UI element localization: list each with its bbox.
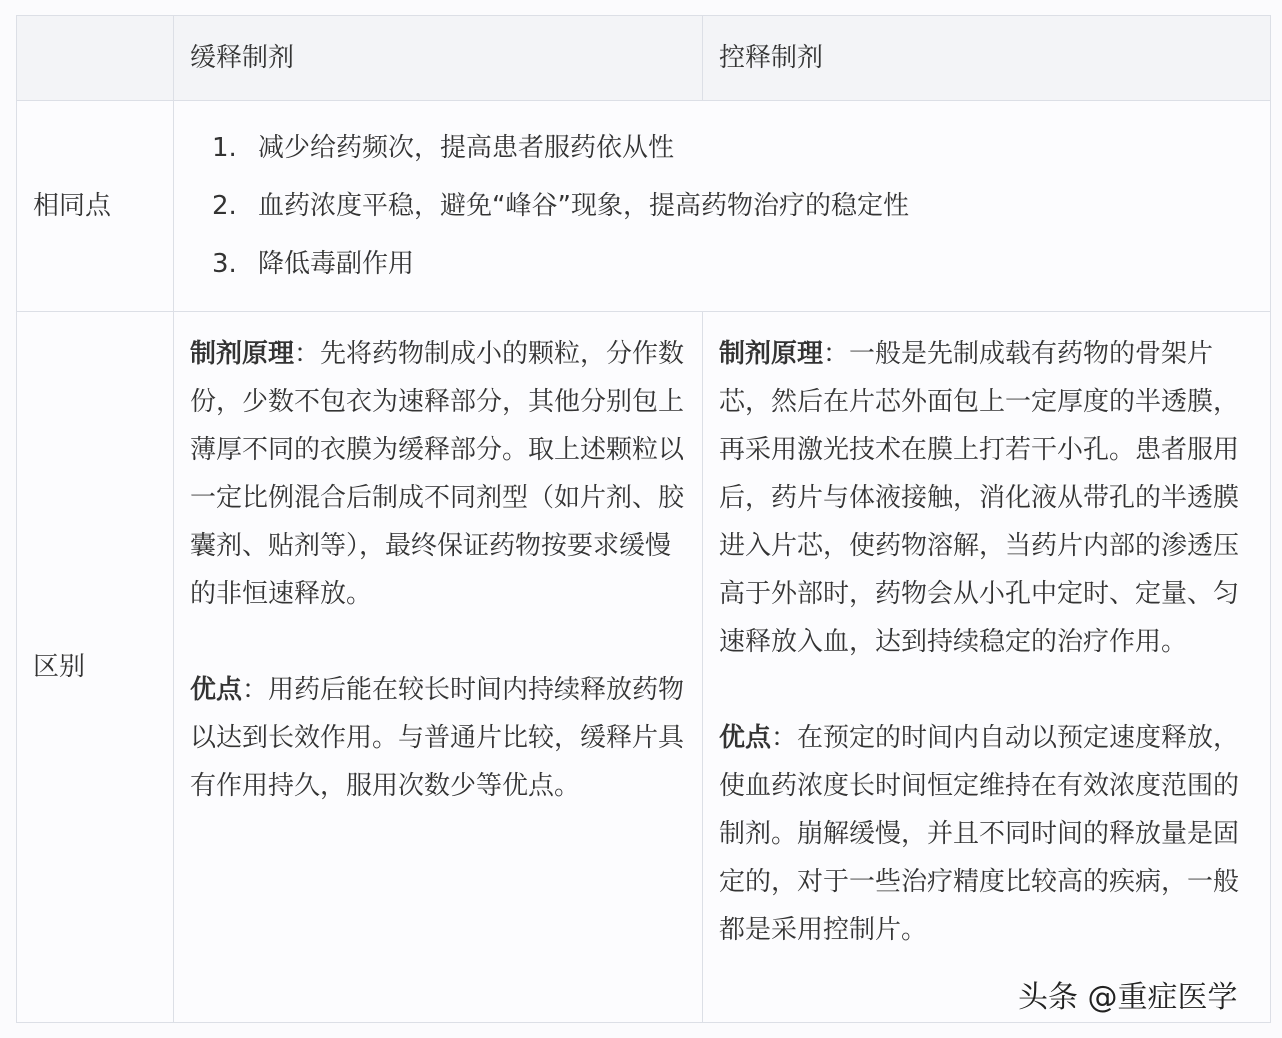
advantage-text: ：用药后能在较长时间内持续释放药物以达到长效作用。与普通片比较，缓释片具有作用持久，服用次数少等优点。 [190,675,685,801]
header-row [17,16,1271,101]
comparison-table [16,15,1271,1023]
list-item [212,177,1254,235]
header-blank-cell [17,16,174,101]
advantage-label: 优点 [190,675,243,705]
list-text: 减少给药频次，提高患者服药依从性 [258,133,675,163]
header-controlled-release: 控释制剂 [703,16,1271,101]
watermark: 头条 @重症医学 [1018,980,1238,1015]
list-item [212,235,1254,293]
list-number: 2. [212,191,237,221]
similarities-cell [174,101,1271,312]
controlled-advantage [719,714,1254,954]
differences-label: 区别 [17,312,174,1023]
similarities-list [190,101,1254,311]
principle-label: 制剂原理 [719,339,824,369]
list-text: 降低毒副作用 [258,249,415,279]
list-number: 3. [212,249,237,279]
header-sustained-release: 缓释制剂 [174,16,703,101]
advantage-text: ：在预定的时间内自动以预定速度释放，使血药浓度长时间恒定维持在有效浓度范围的制剂。崩解缓慢，并且不同时间的释放量是固定的，对于一些治疗精度比较高的疾病，一般都是采用控制片。 [719,723,1240,945]
controlled-principle [719,330,1254,666]
controlled-release-cell [703,312,1271,1023]
advantage-label: 优点 [719,723,772,753]
sustained-release-cell [174,312,703,1023]
list-text: 血药浓度平稳，避免“峰谷”现象，提高药物治疗的稳定性 [258,191,909,221]
similarities-label: 相同点 [17,101,174,312]
similarities-row [17,101,1271,312]
principle-text: ：一般是先制成载有药物的骨架片芯，然后在片芯外面包上一定厚度的半透膜，再采用激光技术在膜上打若干小孔。患者服用后，药片与体液接触，消化液从带孔的半透膜进入片芯，使药物溶解，当药片内部的渗透压高于外部时，药物会从小孔中定时、定量、匀速释放入血，达到持续稳定的治疗作用。 [719,339,1240,657]
differences-row [17,312,1271,1023]
list-number: 1. [212,133,237,163]
principle-text: ：先将药物制成小的颗粒，分作数份，少数不包衣为速释部分，其他分别包上薄厚不同的衣膜为缓释部分。取上述颗粒以一定比例混合后制成不同剂型（如片剂、胶囊剂、贴剂等），最终保证药物按要求缓慢的非恒速释放。 [190,339,685,609]
principle-label: 制剂原理 [190,339,295,369]
list-item [212,119,1254,177]
sustained-advantage [190,666,686,810]
sustained-principle [190,330,686,618]
